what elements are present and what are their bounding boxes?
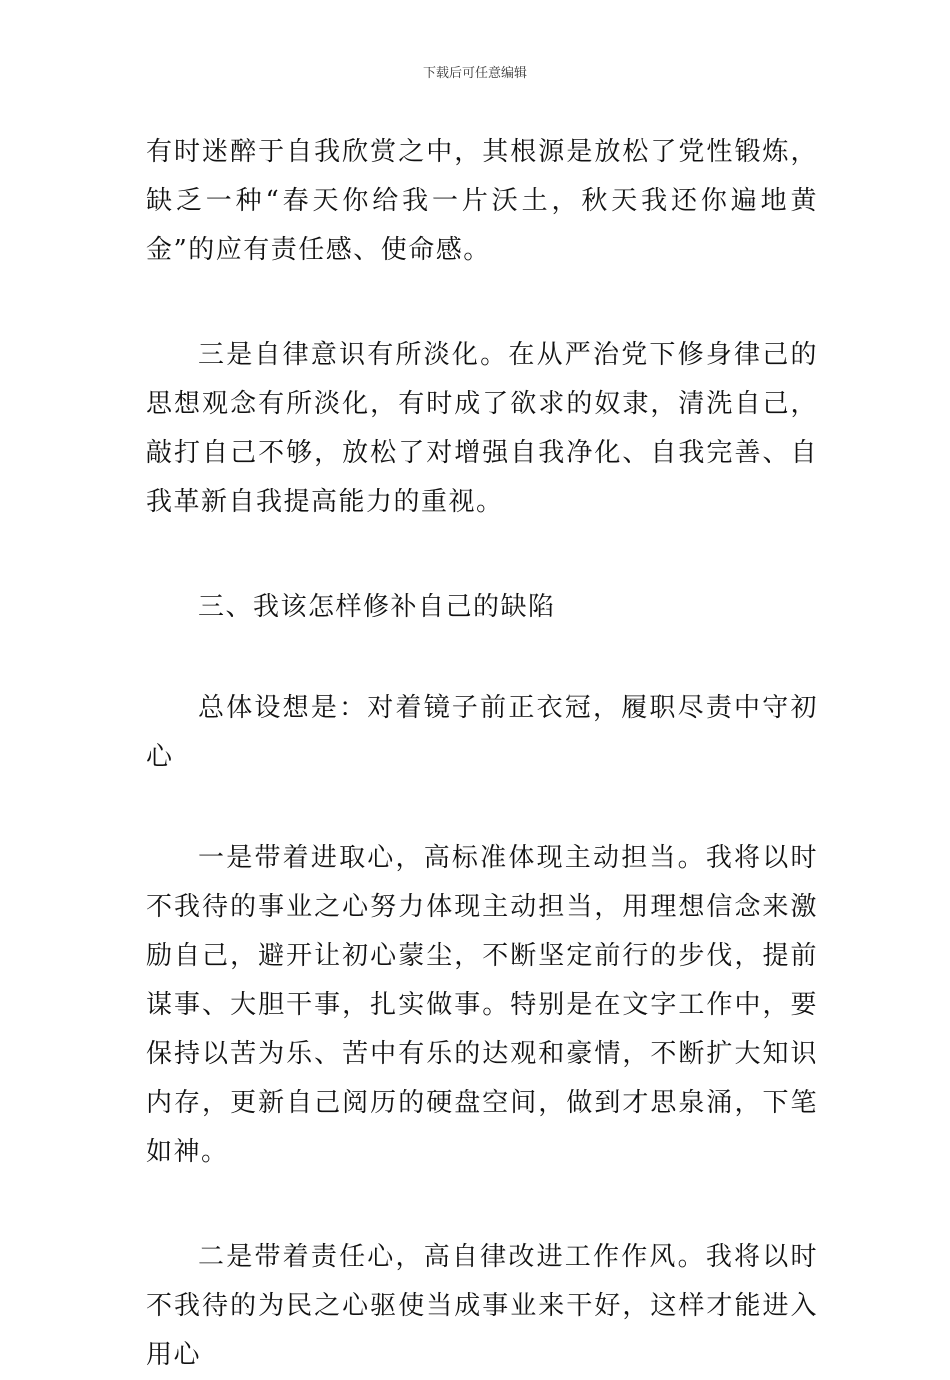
paragraph-self-discipline: 三是自律意识有所淡化。在从严治党下修身律己的思想观念有所淡化，有时成了欲求的奴隶，清洗自己，敲打自己不够，放松了对增强自我净化、自我完善、自我革新自我提高能力的重视。 bbox=[146, 340, 818, 517]
section-heading: 三、我该怎样修补自己的缺陷 bbox=[198, 592, 556, 622]
paragraph-point-two: 二是带着责任心，高自律改进工作作风。我将以时不我待的为民之心驱使当成事业来干好，这样才能进入用心 bbox=[146, 1242, 818, 1370]
paragraph-continuation: 有时迷醉于自我欣赏之中，其根源是放松了党性锻炼，缺乏一种“春天你给我一片沃土，秋天我还你遍地黄金”的应有责任感、使命感。 bbox=[146, 137, 818, 265]
page-header: 下载后可任意编辑 bbox=[422, 66, 527, 81]
paragraph-overall-idea: 总体设想是：对着镜子前正衣冠，履职尽责中守初心 bbox=[146, 693, 818, 772]
document-body bbox=[146, 128, 818, 1380]
paragraph-point-one: 一是带着进取心，高标准体现主动担当。我将以时不我待的事业之心努力体现主动担当，用理想信念来激励自己，避开让初心蒙尘，不断坚定前行的步伐，提前谋事、大胆干事，扎实做事。特别是在文字工作中，要保持以苦为乐、苦中有乐的达观和豪情，不断扩大知识内存，更新自己阅历的硬盘空间，做到才思泉涌，下笔如神。 bbox=[146, 843, 818, 1167]
